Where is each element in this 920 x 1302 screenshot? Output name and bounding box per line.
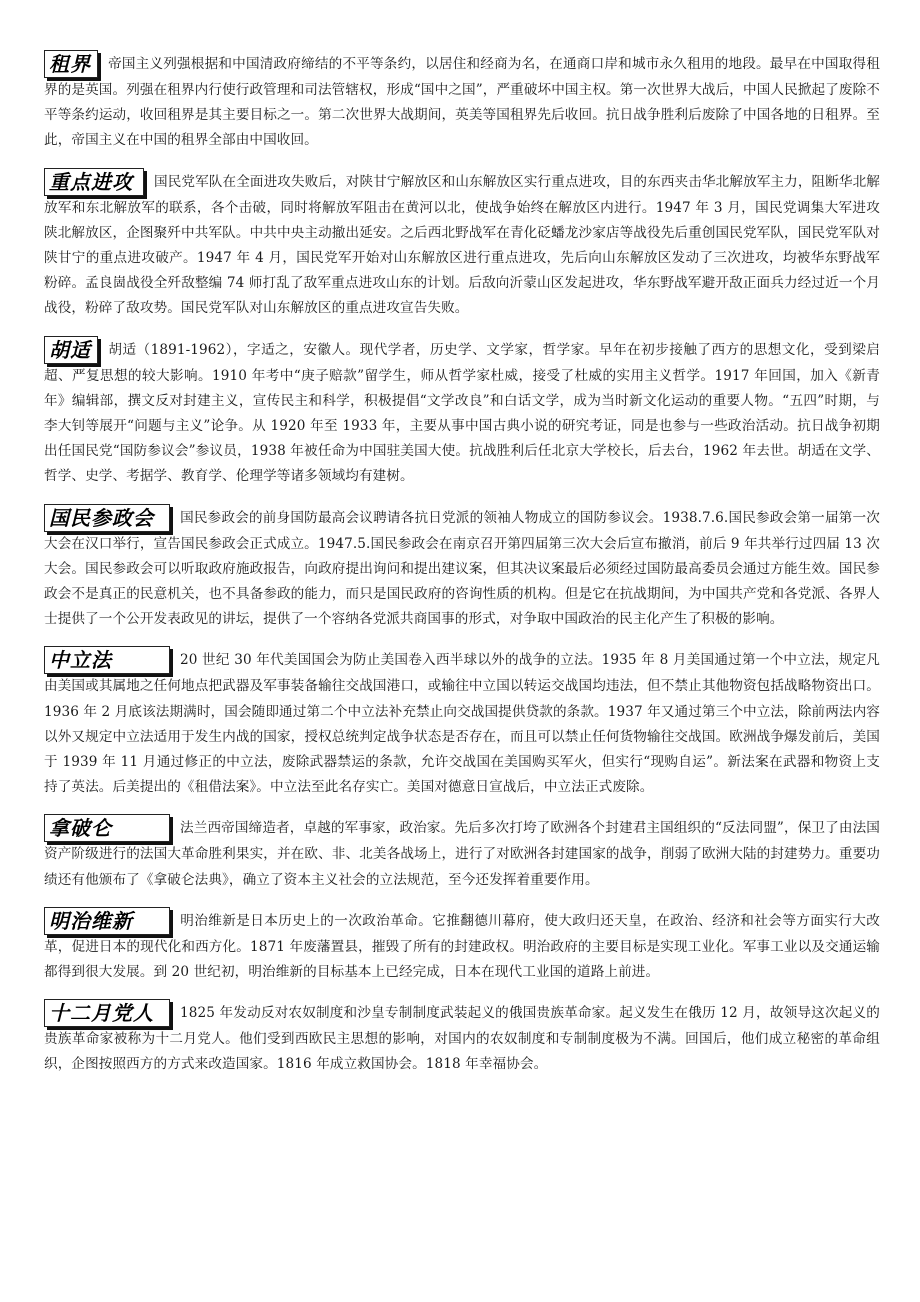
term-label: 国民参政会	[44, 504, 170, 532]
term-label: 拿破仑	[44, 814, 170, 842]
entry-text: 国民党军队在全面进攻失败后，对陕甘宁解放区和山东解放区实行重点进攻，目的东西夹击华北解放军主力，阻断华北解放军和东北解放军的联系，各个击破，同时将解放军阻击在黄河以北，使战争始终在解放区内进行。1947 年 3 月，国民党调集大军进攻陕北解放区，企图聚歼中共军队。中共中央主动撤出延安。之后西北野战军在青化砭蟠龙沙家店等战役先后重创国民党军队，国民党军队对陕甘宁的重点进攻破产。1947 年 4 月，国民党军开始对山东解放区进行重点进攻，先后向山东解放区发动了三次进攻，均被华东野战军粉碎。孟良崮战役全歼敌整编 74 师打乱了敌军重点进攻山东的计划。后敌向沂蒙山区发起进攻，华东野战军避开敌正面兵力经过近一个月战役，粉碎了敌攻势。国民党军队对山东解放区的重点进攻宣告失败。	[44, 173, 880, 317]
entry-text: 胡适（1891-1962），字适之，安徽人。现代学者，历史学、文学家，哲学家。早年在初步接触了西方的思想文化，受到梁启超、严复思想的较大影响。1910 年考中“庚子赔款”留学生，师从哲学家杜威，接受了杜威的实用主义哲学。1917 年回国，加入《新青年》编辑部，撰文反对封建主义，宣传民主和科学，积极提倡“文学改良”和白话文学，成为当时新文化运动的重要人物。“五四”时期，与李大钊等展开“问题与主义”论争。从 1920 年至 1933 年，主要从事中国古典小说的研究考证，同是也参与一些政治活动。抗日战争初期出任国民党“国防参议会”参议员，1938 年被任命为中国驻美国大使。抗战胜利后任北京大学校长，后去台，1962 年去世。胡适在文学、哲学、史学、考据学、教育学、伦理学等诸多领域均有建树。	[44, 341, 880, 485]
entry-zujie	[44, 50, 880, 154]
entry-text: 明治维新是日本历史上的一次政治革命。它推翻德川幕府，使大政归还天皇，在政治、经济和社会等方面实行大改革，促进日本的现代化和西方化。1871 年废藩置县，摧毁了所有的封建政权。明治政府的主要目标是实现工业化。军事工业以及交通运输都得到很大发展。到 20 世纪初，明治维新的目标基本上已经完成，日本在现代工业国的道路上前进。	[44, 912, 880, 981]
term-label: 重点进攻	[44, 168, 144, 196]
entry-text: 法兰西帝国缔造者，卓越的军事家，政治家。先后多次打垮了欧洲各个封建君主国组织的“反法同盟”，保卫了由法国资产阶级进行的法国大革命胜利果实，并在欧、非、北美各战场上，进行了对欧洲各封建国家的战争，削弱了欧洲大陆的封建势力。重要功绩还有他颁布了《拿破仑法典》，确立了资本主义社会的立法规范，至今还发挥着重要作用。	[44, 820, 880, 888]
term-label: 租界	[44, 50, 98, 78]
entry-paragraph	[44, 999, 880, 1077]
document-page	[44, 50, 880, 1092]
entry-paragraph	[44, 907, 880, 985]
entry-paragraph	[44, 50, 880, 154]
term-label: 明治维新	[44, 907, 170, 935]
entry-text: 20 世纪 30 年代美国国会为防止美国卷入西半球以外的战争的立法。1935 年 8 月美国通过第一个中立法，规定凡由美国或其属地之任何地点把武器及军事装备输往交战国港口，或输往中立国以转运交战国均违法，但不禁止其他物资包括战略物资出口。1936 年 2 月底该法期满时，国会随即通过第二个中立法补充禁止向交战国提供贷款的条款。1937 年又通过第三个中立法，除前两法内容以外又规定中立法适用于发生内战的国家，授权总统判定战争状态是否存在，而且可以禁止任何货物输往交战国。欧洲战争爆发前后，美国于 1939 年 11 月通过修正的中立法，废除武器禁运的条款，允许交战国在美国购买军火，但实行“现购自运”。新法案在武器和物资上支持了英法。后美提出的《租借法案》。中立法至此名存实亡。美国对德意日宣战后，中立法正式废除。	[44, 652, 880, 796]
term-label: 胡适	[44, 336, 98, 364]
entry-paragraph	[44, 814, 880, 892]
entry-paragraph	[44, 646, 880, 800]
entry-text: 国民参政会的前身国防最高会议聘请各抗日党派的领袖人物成立的国防参议会。1938.7.6.国民参政会第一届第一次大会在汉口举行，宣告国民参政会正式成立。1947.5.国民参政会在南京召开第四届第三次大会后宣布撤消，前后 9 年共举行过四届 13 次大会。国民参政会可以听取政府施政报告，向政府提出询问和提出建议案，但其决议案最后必须经过国防最高委员会通过方能生效。国民参政会不是真正的民意机关，也不具备参政的能力，而只是国民政府的咨询性质的机构。但是它在抗战期间，为中国共产党和各党派、各界人士提供了一个公开发表政见的讲坛，提供了一个容纳各党派共商国事的形式，对争取中国政治的民主化产生了积极的影响。	[44, 509, 880, 628]
entry-zhongdian-jingong	[44, 168, 880, 322]
entry-paragraph	[44, 336, 880, 490]
entry-text: 帝国主义列强根据和中国清政府缔结的不平等条约，以居住和经商为名，在通商口岸和城市永久租用的地段。最早在中国取得租界的是英国。列强在租界内行使行政管理和司法管辖权，形成“国中之国”，严重破坏中国主权。第一次世界大战后，中国人民掀起了废除不平等条约运动，收回租界是其主要目标之一。第二次世界大战期间，英美等国租界先后收回。抗日战争胜利后废除了中国各地的日租界。至此，帝国主义在中国的租界全部由中国收回。	[44, 56, 880, 149]
entry-napolun	[44, 814, 880, 892]
term-label: 十二月党人	[44, 999, 170, 1027]
entry-paragraph	[44, 504, 880, 633]
entry-guomin-canzhenghui	[44, 504, 880, 633]
entry-zhonglifa	[44, 646, 880, 800]
term-label: 中立法	[44, 646, 170, 674]
entry-hu-shi	[44, 336, 880, 490]
entry-mingzhi-weixin	[44, 907, 880, 985]
entry-paragraph	[44, 168, 880, 322]
entry-text: 1825 年发动反对农奴制度和沙皇专制制度武装起义的俄国贵族革命家。起义发生在俄历 12 月，故领导这次起义的贵族革命家被称为十二月党人。他们受到西欧民主思想的影响，对国内的农奴制度和专制制度极为不满。回国后，他们成立秘密的革命组织，企图按照西方的方式来改造国家。1816 年成立救国协会。1818 年幸福协会。	[44, 1005, 880, 1073]
entry-shieryue-dangren	[44, 999, 880, 1077]
